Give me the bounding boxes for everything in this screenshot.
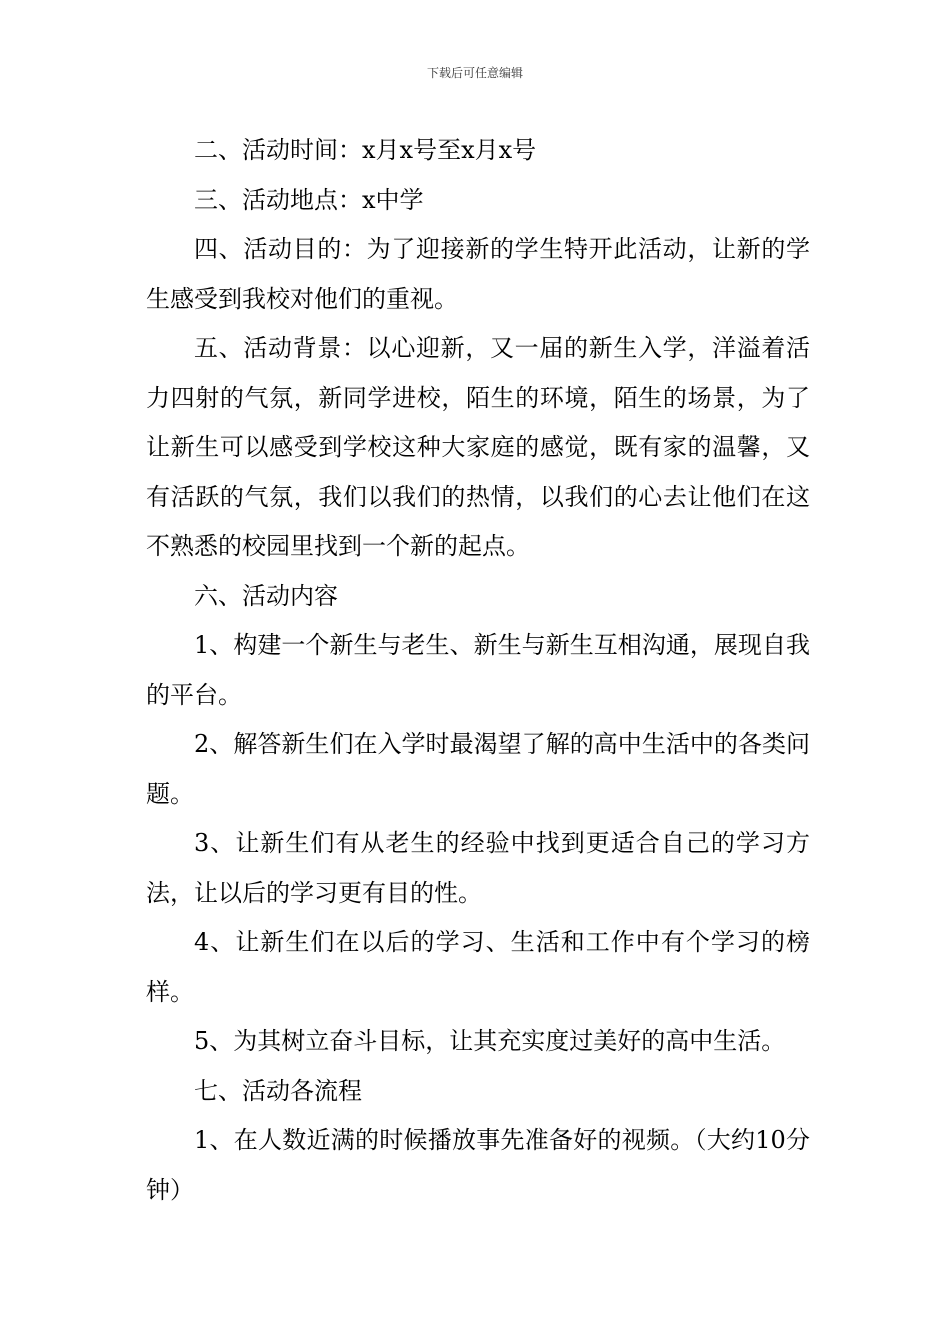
paragraph-activity-purpose: 四、活动目的：为了迎接新的学生特开此活动，让新的学生感受到我校对他们的重视。 — [146, 235, 810, 313]
heading-activity-process: 七、活动各流程 — [194, 1076, 362, 1105]
heading-activity-content: 六、活动内容 — [194, 581, 338, 610]
list-item-content-3: 3、让新生们有从老生的经验中找到更适合自己的学习方法，让以后的学习更有目的性。 — [146, 829, 810, 907]
paragraph-activity-time: 二、活动时间：x月x号至x月x号 — [194, 136, 537, 164]
paragraph-activity-location: 三、活动地点：x中学 — [194, 185, 424, 214]
list-item-process-1: 1、在人数近满的时候播放事先准备好的视频。（大约10分钟） — [146, 1126, 810, 1204]
list-item-content-1: 1、构建一个新生与老生、新生与新生互相沟通，展现自我的平台。 — [146, 631, 810, 709]
paragraph-activity-background: 五、活动背景：以心迎新，又一届的新生入学，洋溢着活力四射的气氛，新同学进校，陌生的环境，陌生的场景，为了让新生可以感受到学校这种大家庭的感觉，既有家的温馨，又有活跃的气氛，我们以我们的热情，以我们的心去让他们在这不熟悉的校园里找到一个新的起点。 — [146, 334, 810, 560]
document-body — [146, 126, 810, 1215]
list-item-content-5: 5、为其树立奋斗目标，让其充实度过美好的高中生活。 — [194, 1027, 786, 1055]
list-item-content-4: 4、让新生们在以后的学习、生活和工作中有个学习的榜样。 — [146, 928, 810, 1006]
page-header: 下载后可任意编辑 — [426, 66, 523, 80]
list-item-content-2: 2、解答新生们在入学时最渴望了解的高中生活中的各类问题。 — [146, 730, 810, 808]
